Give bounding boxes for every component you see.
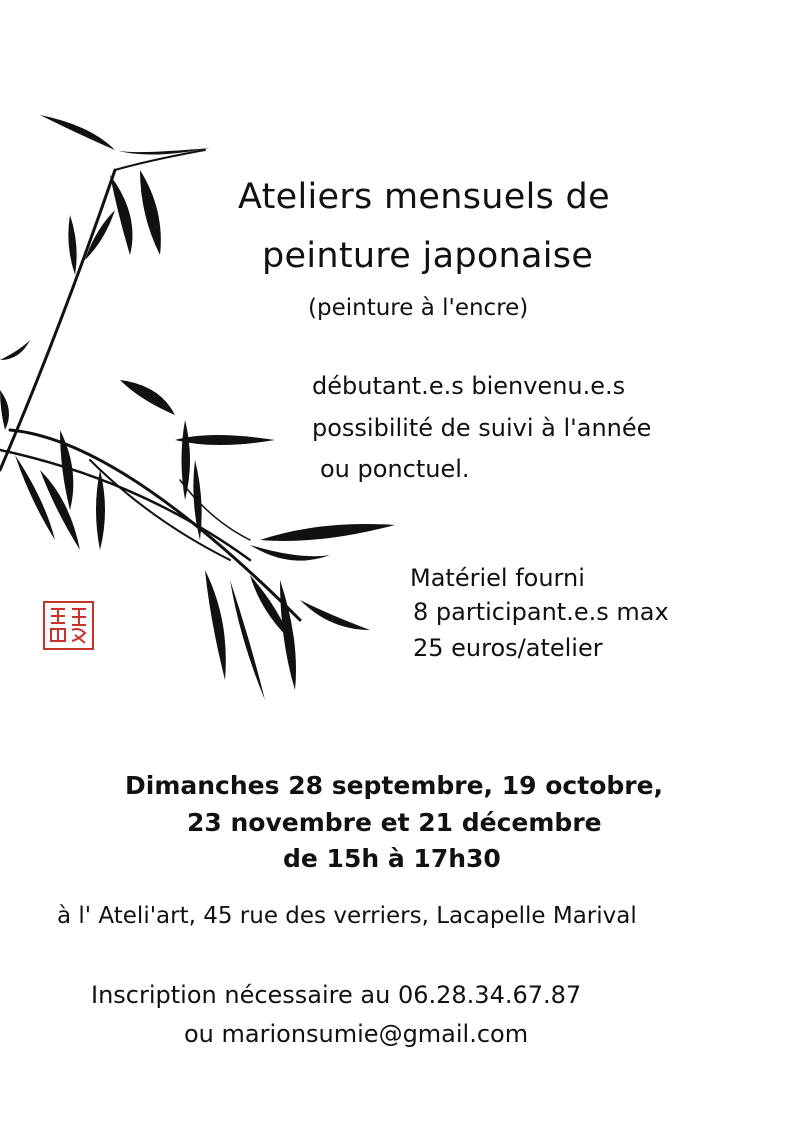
bamboo-leaf bbox=[260, 524, 395, 541]
bamboo-leaf bbox=[175, 435, 275, 445]
bamboo-leaf bbox=[300, 600, 370, 630]
feature-yearly: possibilité de suivi à l'année bbox=[312, 414, 652, 442]
schedule-line1: Dimanches 28 septembre, 19 octobre, bbox=[125, 771, 664, 800]
bamboo-leaf bbox=[280, 580, 296, 690]
page-title-line1: Ateliers mensuels de bbox=[238, 177, 610, 217]
contact-phone: Inscription nécessaire au 06.28.34.67.87 bbox=[91, 981, 582, 1009]
schedule-line3: de 15h à 17h30 bbox=[283, 844, 501, 873]
bamboo-stem bbox=[90, 460, 230, 560]
bamboo-leaf bbox=[60, 430, 73, 510]
bamboo-leaf bbox=[68, 215, 76, 275]
seal-glyph-icon bbox=[45, 603, 92, 648]
bamboo-leaf bbox=[205, 570, 226, 680]
bamboo-leaf bbox=[85, 210, 115, 260]
bamboo-leaf bbox=[110, 175, 133, 255]
bamboo-leaf bbox=[193, 460, 201, 540]
schedule-line2: 23 novembre et 21 décembre bbox=[187, 808, 602, 837]
red-seal-stamp bbox=[43, 601, 94, 650]
subtitle: (peinture à l'encre) bbox=[308, 295, 529, 321]
feature-beginners: débutant.e.s bienvenu.e.s bbox=[312, 372, 626, 400]
feature-occasional: ou ponctuel. bbox=[320, 455, 470, 483]
bamboo-leaf bbox=[96, 470, 105, 550]
bamboo-leaf bbox=[15, 455, 55, 540]
page-title-line2: peinture japonaise bbox=[262, 236, 594, 276]
location: à l' Ateli'art, 45 rue des verriers, Lacapelle Marival bbox=[57, 903, 637, 929]
bamboo-leaf bbox=[40, 115, 115, 150]
bamboo-leaf bbox=[140, 170, 161, 255]
bamboo-leaf bbox=[0, 390, 9, 430]
bamboo-leaf bbox=[250, 545, 330, 561]
bamboo-leaf bbox=[182, 420, 191, 500]
contact-email: ou marionsumie@gmail.com bbox=[184, 1020, 529, 1048]
detail-material: Matériel fourni bbox=[410, 564, 585, 592]
bamboo-leaf bbox=[0, 340, 30, 360]
bamboo-leaf bbox=[120, 380, 175, 415]
detail-participants: 8 participant.e.s max bbox=[413, 598, 669, 626]
detail-price: 25 euros/atelier bbox=[413, 634, 603, 662]
bamboo-stem bbox=[0, 170, 115, 470]
bamboo-stem bbox=[180, 480, 250, 540]
bamboo-leaf bbox=[40, 470, 80, 550]
